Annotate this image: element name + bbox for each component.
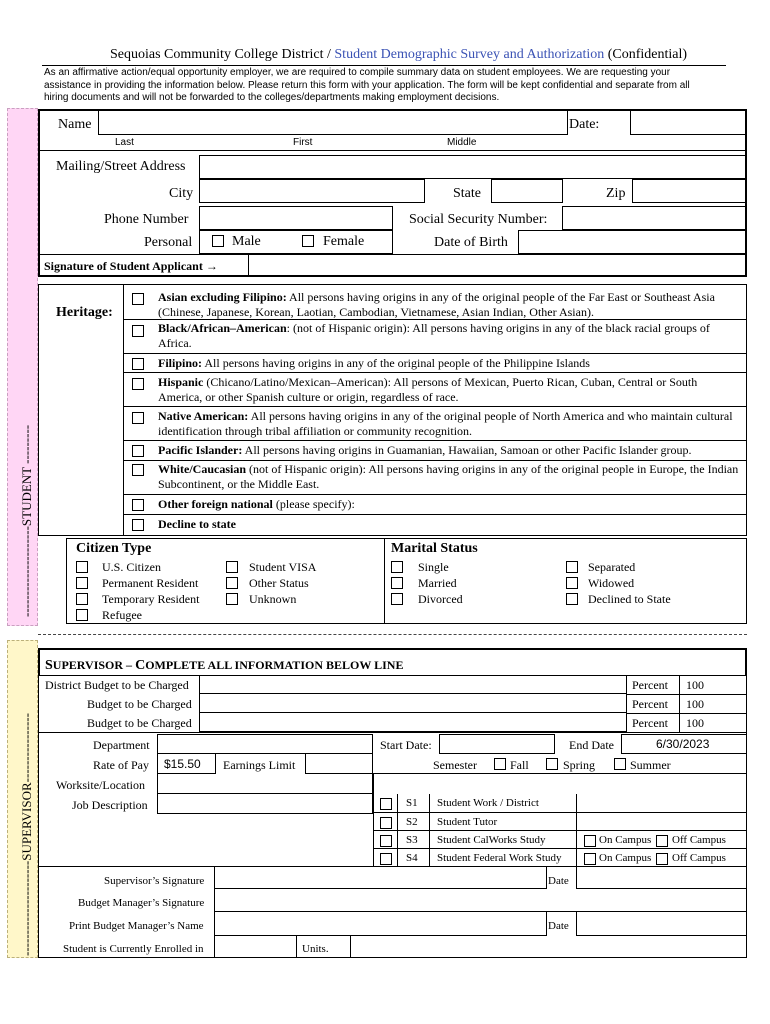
s1-code: S1 xyxy=(406,797,418,809)
enrolled-label: Student is Currently Enrolled in xyxy=(63,943,204,955)
s3-desc: Student CalWorks Study xyxy=(437,834,546,846)
separated-checkbox[interactable] xyxy=(566,561,578,573)
heritage-option-hispanic: Hispanic (Chicano/Latino/Mexican–American): All persons of Mexican, Puerto Rican, Cuban, Central or South America, or other Spanish culture or origin, regardless of race. xyxy=(124,373,746,406)
decline-heritage-checkbox[interactable] xyxy=(132,519,144,531)
fall-label: Fall xyxy=(510,758,529,772)
s1-checkbox[interactable] xyxy=(380,798,392,810)
male-checkbox[interactable] xyxy=(212,235,224,247)
middle-name-caption: Middle xyxy=(447,137,477,148)
white-checkbox[interactable] xyxy=(132,464,144,476)
heritage-option-black: Black/African–American: (not of Hispanic origin): All persons having origins in any of the black racial groups of Africa. xyxy=(124,320,746,352)
intro-text: As an affirmative action/equal opportunity employer, we are required to compile summary data on student employees. We are requesting your assistance in providing the information below. Please return this form with your application. The form will be kept confidential and separate from all hiring documents and will not be forwarded to the colleges/departments making employment decisions. xyxy=(44,67,690,103)
supervisor-date-input[interactable] xyxy=(576,866,747,889)
married-checkbox[interactable] xyxy=(391,577,403,589)
temporary-resident-checkbox[interactable] xyxy=(76,593,88,605)
refugee-label: Refugee xyxy=(102,608,142,622)
district-budget-input[interactable] xyxy=(199,675,627,694)
supervisor-title: SUPERVISOR – COMPLETE ALL INFORMATION BELOW LINE xyxy=(45,658,404,673)
native-american-checkbox[interactable] xyxy=(132,412,144,424)
percent-value[interactable]: 100 xyxy=(686,697,704,711)
state-input[interactable] xyxy=(491,179,563,203)
married-label: Married xyxy=(418,576,457,590)
marital-title: Marital Status xyxy=(391,541,478,556)
budget-manager-signature-label: Budget Manager’s Signature xyxy=(78,897,205,909)
citizen-title: Citizen Type xyxy=(76,541,152,556)
budget-manager-date-input[interactable] xyxy=(576,912,747,936)
s4-desc: Student Federal Work Study xyxy=(437,852,562,864)
pacific-islander-checkbox[interactable] xyxy=(132,445,144,457)
name-label: Name xyxy=(58,117,92,132)
filipino-checkbox[interactable] xyxy=(132,358,144,370)
date-input[interactable] xyxy=(630,111,745,135)
date-label: Date: xyxy=(569,117,600,132)
end-date-label: End Date xyxy=(569,738,614,752)
start-date-input[interactable] xyxy=(439,734,555,754)
percent-label: Percent xyxy=(632,697,668,711)
signature-label: Signature of Student Applicant → xyxy=(44,259,218,273)
hispanic-checkbox[interactable] xyxy=(132,378,144,390)
heritage-label: Heritage: xyxy=(56,305,113,320)
budget-manager-date-label: Date xyxy=(548,920,569,932)
units-label: Units. xyxy=(302,943,329,955)
other-status-checkbox[interactable] xyxy=(226,577,238,589)
us-citizen-checkbox[interactable] xyxy=(76,561,88,573)
s2-desc: Student Tutor xyxy=(437,816,498,828)
refugee-checkbox[interactable] xyxy=(76,609,88,621)
asian-checkbox[interactable] xyxy=(132,293,144,305)
state-label: State xyxy=(453,186,481,201)
black-checkbox[interactable] xyxy=(132,325,144,337)
city-label: City xyxy=(169,186,194,201)
separated-label: Separated xyxy=(588,560,636,574)
student-sidebar-label: ---------------------STUDENT --------- xyxy=(19,424,34,617)
s3-off-campus-label: Off Campus xyxy=(672,834,726,846)
semester-label: Semester xyxy=(433,758,477,772)
units-input[interactable] xyxy=(214,936,297,958)
org-name: Sequoias Community College District / xyxy=(110,47,335,62)
student-sidebar xyxy=(7,108,38,626)
department-input[interactable] xyxy=(157,734,373,754)
department-label: Department xyxy=(93,738,150,752)
job-description-input[interactable] xyxy=(157,794,373,814)
divorced-checkbox[interactable] xyxy=(391,593,403,605)
job-description-label: Job Description xyxy=(72,798,148,812)
unknown-label: Unknown xyxy=(249,592,297,606)
earnings-limit-input[interactable] xyxy=(305,754,373,774)
student-signature-input[interactable] xyxy=(248,254,746,276)
budget-manager-signature-input[interactable] xyxy=(214,889,747,912)
last-name-caption: Last xyxy=(115,137,134,148)
personal-label: Personal xyxy=(144,235,193,250)
budget-label: Budget to be Charged xyxy=(87,716,192,730)
student-visa-label: Student VISA xyxy=(249,560,317,574)
widowed-checkbox[interactable] xyxy=(566,577,578,589)
s4-on-campus-label: On Campus xyxy=(599,852,652,864)
male-label: Male xyxy=(232,234,261,249)
start-date-label: Start Date: xyxy=(380,738,432,752)
s4-off-campus-checkbox[interactable] xyxy=(656,853,668,865)
percent-value[interactable]: 100 xyxy=(686,716,704,730)
s2-checkbox[interactable] xyxy=(380,817,392,829)
single-checkbox[interactable] xyxy=(391,561,403,573)
s3-on-campus-label: On Campus xyxy=(599,834,652,846)
form-heading xyxy=(110,47,687,63)
form-title: Student Demographic Survey and Authorization xyxy=(334,47,605,62)
header-rule xyxy=(42,65,726,66)
earnings-limit-label: Earnings Limit xyxy=(223,758,296,772)
fall-checkbox[interactable] xyxy=(494,758,506,770)
other-status-label: Other Status xyxy=(249,576,309,590)
heritage-option-decline: Decline to state xyxy=(124,515,746,534)
phone-label: Phone Number xyxy=(104,212,189,227)
worksite-label: Worksite/Location xyxy=(56,778,146,792)
s4-code: S4 xyxy=(406,852,418,864)
permanent-resident-label: Permanent Resident xyxy=(102,576,199,590)
declined-marital-label: Declined to State xyxy=(588,592,671,606)
s4-off-campus-label: Off Campus xyxy=(672,852,726,864)
name-input[interactable] xyxy=(98,111,568,135)
supervisor-sidebar xyxy=(7,640,38,958)
address-label: Mailing/Street Address xyxy=(56,159,186,174)
dob-label: Date of Birth xyxy=(434,235,508,250)
budget-manager-name-label: Print Budget Manager’s Name xyxy=(69,920,204,932)
confidential-label: (Confidential) xyxy=(604,47,688,62)
single-label: Single xyxy=(418,560,449,574)
heritage-option-other-national: Other foreign national (please specify): xyxy=(124,495,746,514)
temporary-resident-label: Temporary Resident xyxy=(102,592,200,606)
student-visa-checkbox[interactable] xyxy=(226,561,238,573)
percent-label: Percent xyxy=(632,716,668,730)
heritage-option-pacific: Pacific Islander: All persons having origins in Guamanian, Hawaiian, Samoan or other Pacific Islander group. xyxy=(124,441,746,460)
divider xyxy=(40,150,746,151)
heritage-option-asian: Asian excluding Filipino: All persons having origins in any of the original people of the Far East or Southeast Asia (Chinese, Japanese, Korean, Laotian, Cambodian, Vietnamese, Asian Indian, Other Asian). xyxy=(124,288,746,319)
s3-off-campus-checkbox[interactable] xyxy=(656,835,668,847)
dob-input[interactable] xyxy=(518,230,746,254)
zip-label: Zip xyxy=(606,186,626,201)
budget-label: Budget to be Charged xyxy=(87,697,192,711)
supervisor-date-label: Date xyxy=(548,875,569,887)
supervisor-sidebar-label: ----------------------SUPERVISOR---------------- xyxy=(19,713,34,956)
summer-label: Summer xyxy=(630,758,671,772)
percent-value[interactable]: 100 xyxy=(686,678,704,692)
heritage-option-white: White/Caucasian (not of Hispanic origin): All persons having origins in any of the original people in Europe, the Indian Subcontinent, or the Middle East. xyxy=(124,461,746,494)
heritage-option-filipino: Filipino: All persons having origins in any of the original people of the Philippine Islands xyxy=(124,354,746,373)
s2-code: S2 xyxy=(406,816,418,828)
first-name-caption: First xyxy=(293,137,313,148)
s3-checkbox[interactable] xyxy=(380,835,392,847)
unknown-checkbox[interactable] xyxy=(226,593,238,605)
phone-input[interactable] xyxy=(199,206,393,230)
end-date-value: 6/30/2023 xyxy=(656,737,710,751)
s1-desc: Student Work / District xyxy=(437,797,539,809)
s4-checkbox[interactable] xyxy=(380,853,392,865)
ssn-input[interactable] xyxy=(562,206,746,230)
budget-input[interactable] xyxy=(199,694,627,713)
supervisor-signature-input[interactable] xyxy=(214,866,547,889)
budget-manager-name-input[interactable] xyxy=(214,912,547,936)
declined-marital-checkbox[interactable] xyxy=(566,593,578,605)
s3-on-campus-checkbox[interactable] xyxy=(584,835,596,847)
divorced-label: Divorced xyxy=(418,592,463,606)
spring-checkbox[interactable] xyxy=(546,758,558,770)
district-budget-label: District Budget to be Charged xyxy=(45,678,189,692)
s3-code: S3 xyxy=(406,834,418,846)
section-divider xyxy=(384,538,385,624)
other-national-checkbox[interactable] xyxy=(132,499,144,511)
rate-label: Rate of Pay xyxy=(93,758,149,772)
city-input[interactable] xyxy=(199,179,425,203)
ssn-label: Social Security Number: xyxy=(409,212,548,227)
female-checkbox[interactable] xyxy=(302,235,314,247)
heritage-option-native: Native American: All persons having origins in any of the original people of North America and who maintain cultural identification through tribal affiliation or community recognition. xyxy=(124,407,746,440)
supervisor-signature-label: Supervisor’s Signature xyxy=(104,875,205,887)
rate-value: $15.50 xyxy=(164,757,201,771)
budget-input[interactable] xyxy=(199,713,627,732)
worksite-input[interactable] xyxy=(157,774,373,794)
spring-label: Spring xyxy=(563,758,596,772)
percent-label: Percent xyxy=(632,678,668,692)
zip-input[interactable] xyxy=(632,179,746,203)
us-citizen-label: U.S. Citizen xyxy=(102,560,161,574)
section-separator xyxy=(38,634,747,635)
address-input[interactable] xyxy=(199,155,746,179)
s4-on-campus-checkbox[interactable] xyxy=(584,853,596,865)
female-label: Female xyxy=(323,234,365,249)
permanent-resident-checkbox[interactable] xyxy=(76,577,88,589)
summer-checkbox[interactable] xyxy=(614,758,626,770)
widowed-label: Widowed xyxy=(588,576,635,590)
